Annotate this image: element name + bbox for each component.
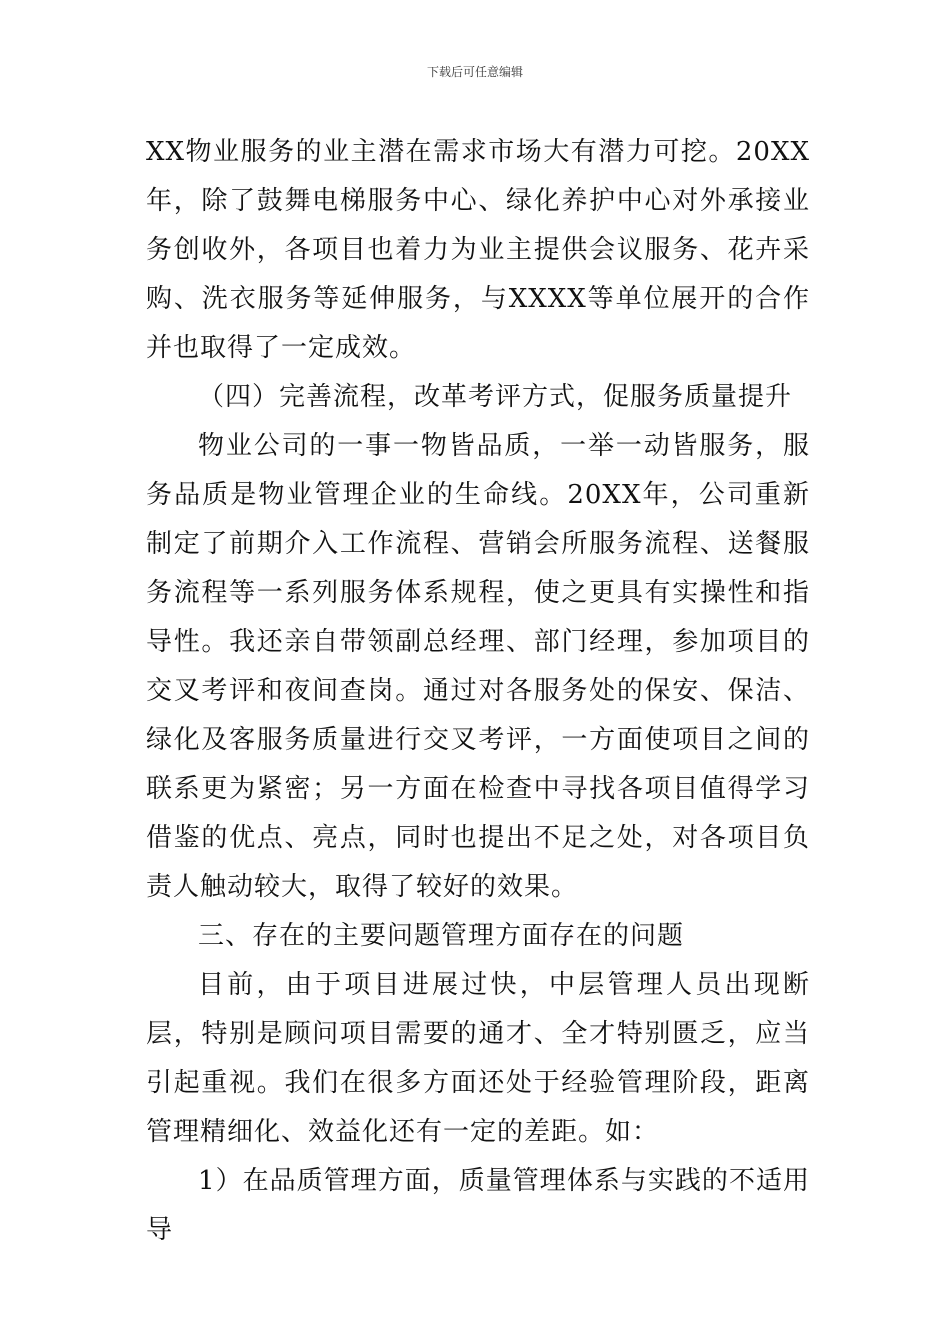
list-item-quality-management: 1）在品质管理方面，质量管理体系与实践的不适用导 — [146, 1166, 810, 1245]
paragraph-continuation: XX物业服务的业主潜在需求市场大有潜力可挖。20XX年，除了鼓舞电梯服务中心、绿化养护中心对外承接业务创收外，各项目也着力为业主提供会议服务、花卉采购、洗衣服务等延伸服务，与XXXX等单位展开的合作并也取得了一定成效。 — [146, 137, 810, 363]
paragraph-service-quality: 物业公司的一事一物皆品质，一举一动皆服务，服务品质是物业管理企业的生命线。20XX年，公司重新制定了前期介入工作流程、营销会所服务流程、送餐服务流程等一系列服务体系规程，使之更具有实操性和指导性。我还亲自带领副总经理、部门经理，参加项目的交叉考评和夜间查岗。通过对各服务处的保安、保洁、绿化及客服务质量进行交叉考评，一方面使项目之间的联系更为紧密；另一方面在检查中寻找各项目值得学习借鉴的优点、亮点，同时也提出不足之处，对各项目负责人触动较大，取得了较好的效果。 — [146, 431, 810, 902]
page-header: 下载后可任意编辑 — [426, 65, 523, 79]
section-heading-four: （四）完善流程，改革考评方式，促服务质量提升 — [198, 382, 793, 412]
section-heading-problems: 三、存在的主要问题管理方面存在的问题 — [198, 921, 685, 951]
body-text — [146, 128, 810, 1255]
paragraph-management-issues: 目前，由于项目进展过快，中层管理人员出现断层，特别是顾问项目需要的通才、全才特别匮乏，应当引起重视。我们在很多方面还处于经验管理阶段，距离管理精细化、效益化还有一定的差距。如： — [146, 970, 810, 1147]
